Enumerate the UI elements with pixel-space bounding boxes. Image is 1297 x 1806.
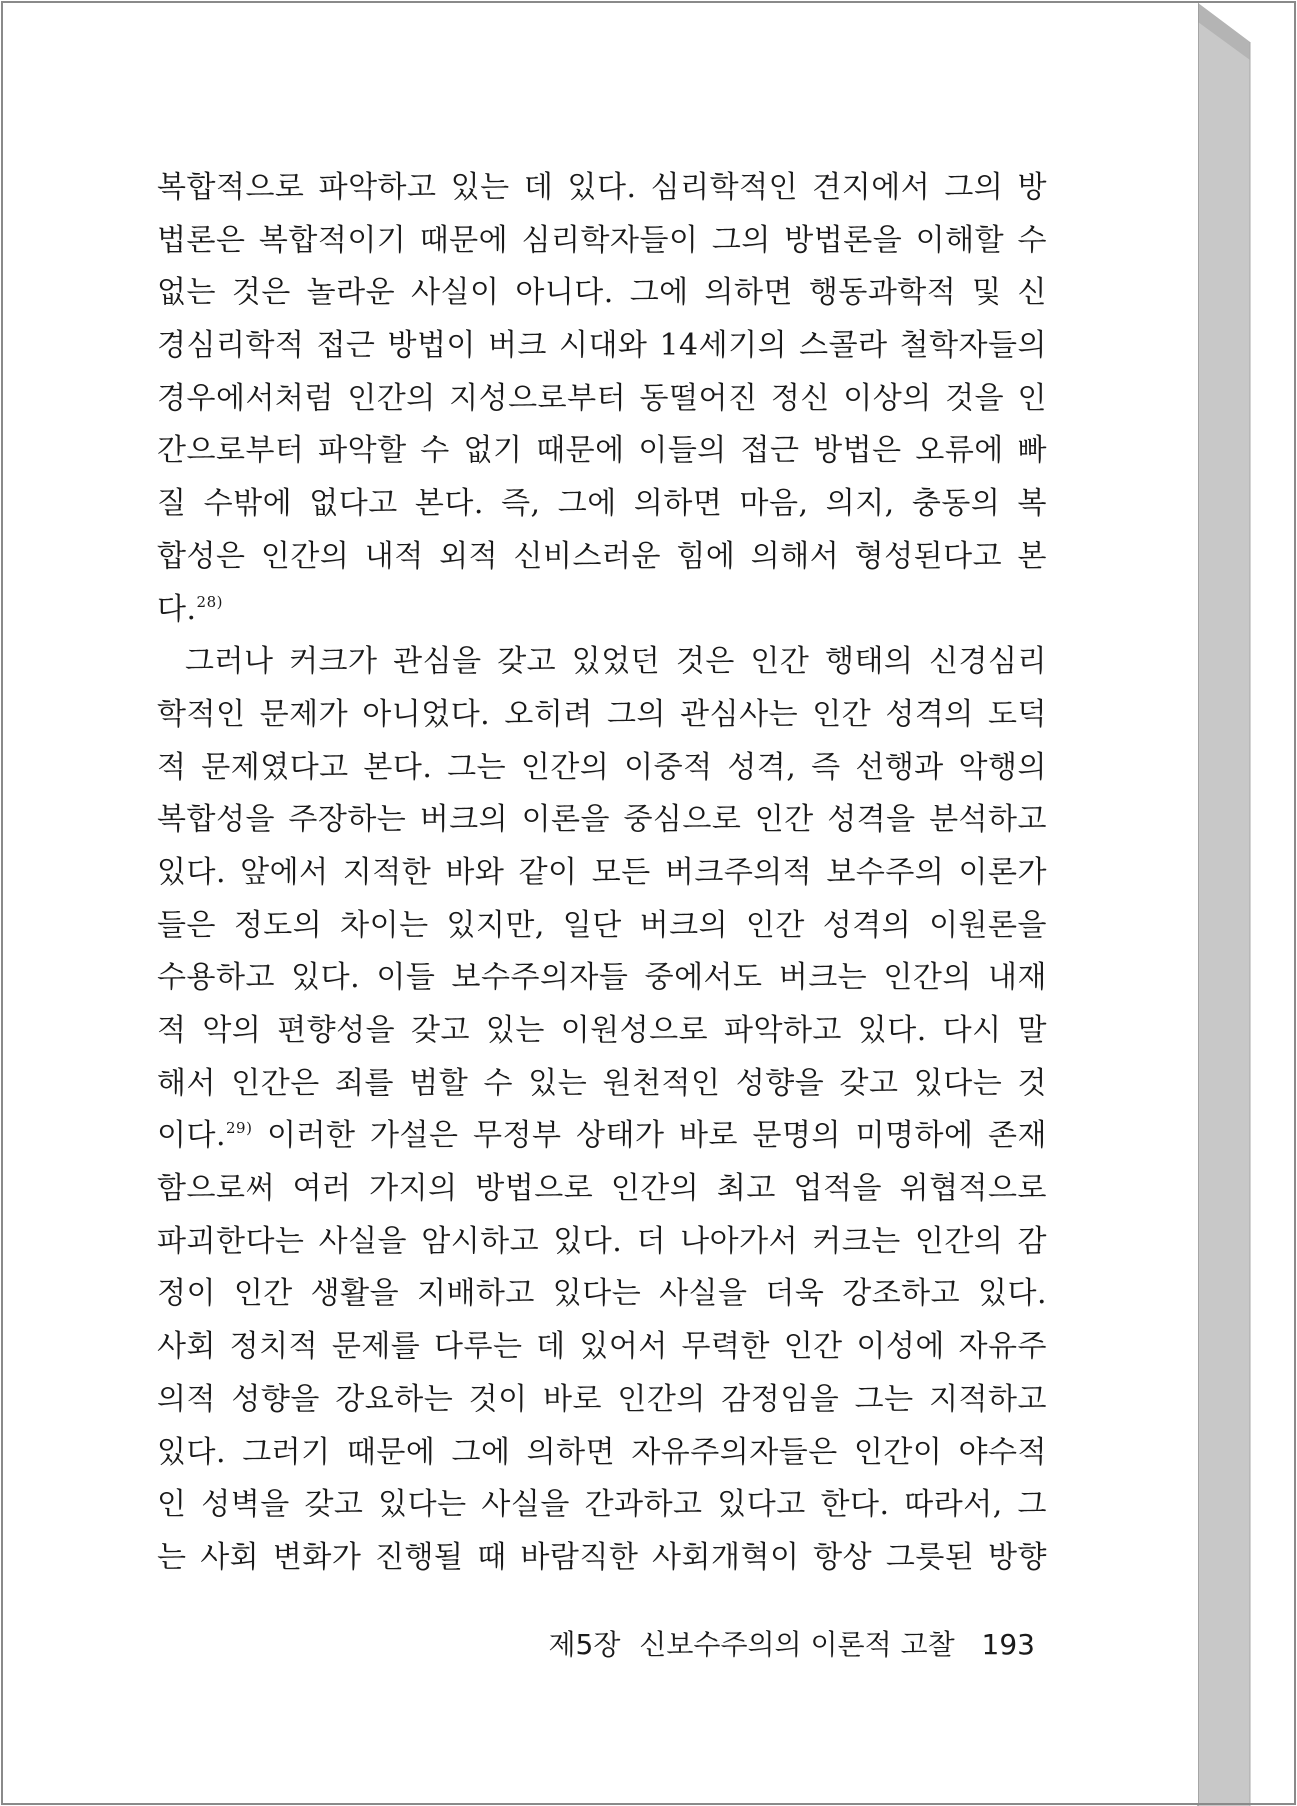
text-line: 수용하고 있다. 이들 보수주의자들 중에서도 버크는 인간의 내재: [157, 960, 1047, 996]
text-line: 의적 성향을 강요하는 것이 바로 인간의 감정임을 그는 지적하고: [157, 1381, 1047, 1417]
text-line: 경심리학적 접근 방법이 버크 시대와 14세기의 스콜라 철학자들의: [157, 328, 1047, 364]
text-line: 정이 인간 생활을 지배하고 있다는 사실을 더욱 강조하고 있다.: [157, 1276, 1047, 1312]
text-fragment: 다.: [157, 591, 197, 627]
text-line: [157, 584, 1047, 637]
text-line: 간으로부터 파악할 수 없기 때문에 이들의 접근 방법은 오류에 빠: [157, 433, 1047, 469]
text-line: 없는 것은 놀라운 사실이 아니다. 그에 의하면 행동과학적 및 신: [157, 275, 1047, 311]
text-line: [157, 1110, 1047, 1163]
text-line: 적 악의 편향성을 갖고 있는 이원성으로 파악하고 있다. 다시 말: [157, 1013, 1047, 1048]
text-line: 있다. 그러기 때문에 그에 의하면 자유주의자들은 인간이 야수적: [157, 1434, 1047, 1470]
chapter-title: 신보수주의의 이론적 고찰: [639, 1628, 955, 1661]
text-line: 합성은 인간의 내적 외적 신비스러운 힘에 의해서 형성된다고 본: [157, 538, 1047, 574]
text-line: 적 문제였다고 본다. 그는 인간의 이중적 성격, 즉 선행과 악행의: [157, 749, 1047, 785]
text-fragment: 이러한 가설은 무정부 상태가 바로 문명의 미명하에 존재: [252, 1118, 1047, 1154]
text-line: 사회 정치적 문제를 다루는 데 있어서 무력한 인간 이성에 자유주: [157, 1329, 1047, 1365]
paragraph-2: [157, 636, 1047, 1584]
text-line: 파괴한다는 사실을 암시하고 있다. 더 나아가서 커크는 인간의 감: [157, 1223, 1047, 1259]
text-line: 들은 정도의 차이는 있지만, 일단 버크의 인간 성격의 이원론을: [157, 907, 1047, 943]
text-fragment: 이다.: [157, 1118, 226, 1154]
running-footer: [548, 1623, 1035, 1663]
text-line: 경우에서처럼 인간의 지성으로부터 동떨어진 정신 이상의 것을 인: [157, 380, 1047, 416]
text-line: 법론은 복합적이기 때문에 심리학자들이 그의 방법론을 이해할 수: [157, 222, 1047, 258]
footnote-marker: 28): [196, 592, 223, 611]
text-line: 복합적으로 파악하고 있는 데 있다. 심리학적인 견지에서 그의 방: [157, 170, 1047, 205]
footnote-marker: 29): [226, 1119, 253, 1138]
text-line: 복합성을 주장하는 버크의 이론을 중심으로 인간 성격을 분석하고: [157, 802, 1047, 838]
page-number: 193: [981, 1628, 1035, 1661]
body-text: [157, 162, 1047, 1585]
text-line: 인 성벽을 갖고 있다는 사실을 간과하고 있다고 한다. 따라서, 그: [157, 1487, 1047, 1523]
chapter-label: 제5장: [548, 1628, 621, 1661]
text-line: 그러나 커크가 관심을 갖고 있었던 것은 인간 행태의 신경심리: [185, 644, 1047, 680]
text-line: 질 수밖에 없다고 본다. 즉, 그에 의하면 마음, 의지, 충동의 복: [157, 486, 1047, 522]
text-line: 있다. 앞에서 지적한 바와 같이 모든 버크주의적 보수주의 이론가: [157, 854, 1047, 890]
text-line: 는 사회 변화가 진행될 때 바람직한 사회개혁이 항상 그릇된 방향: [157, 1539, 1047, 1575]
text-line: 함으로써 여러 가지의 방법으로 인간의 최고 업적을 위협적으로: [157, 1171, 1047, 1207]
text-line: 해서 인간은 죄를 범할 수 있는 원천적인 성향을 갖고 있다는 것: [157, 1065, 1047, 1101]
text-line: 학적인 문제가 아니었다. 오히려 그의 관심사는 인간 성격의 도덕: [157, 696, 1047, 732]
paragraph-1: [157, 162, 1047, 636]
